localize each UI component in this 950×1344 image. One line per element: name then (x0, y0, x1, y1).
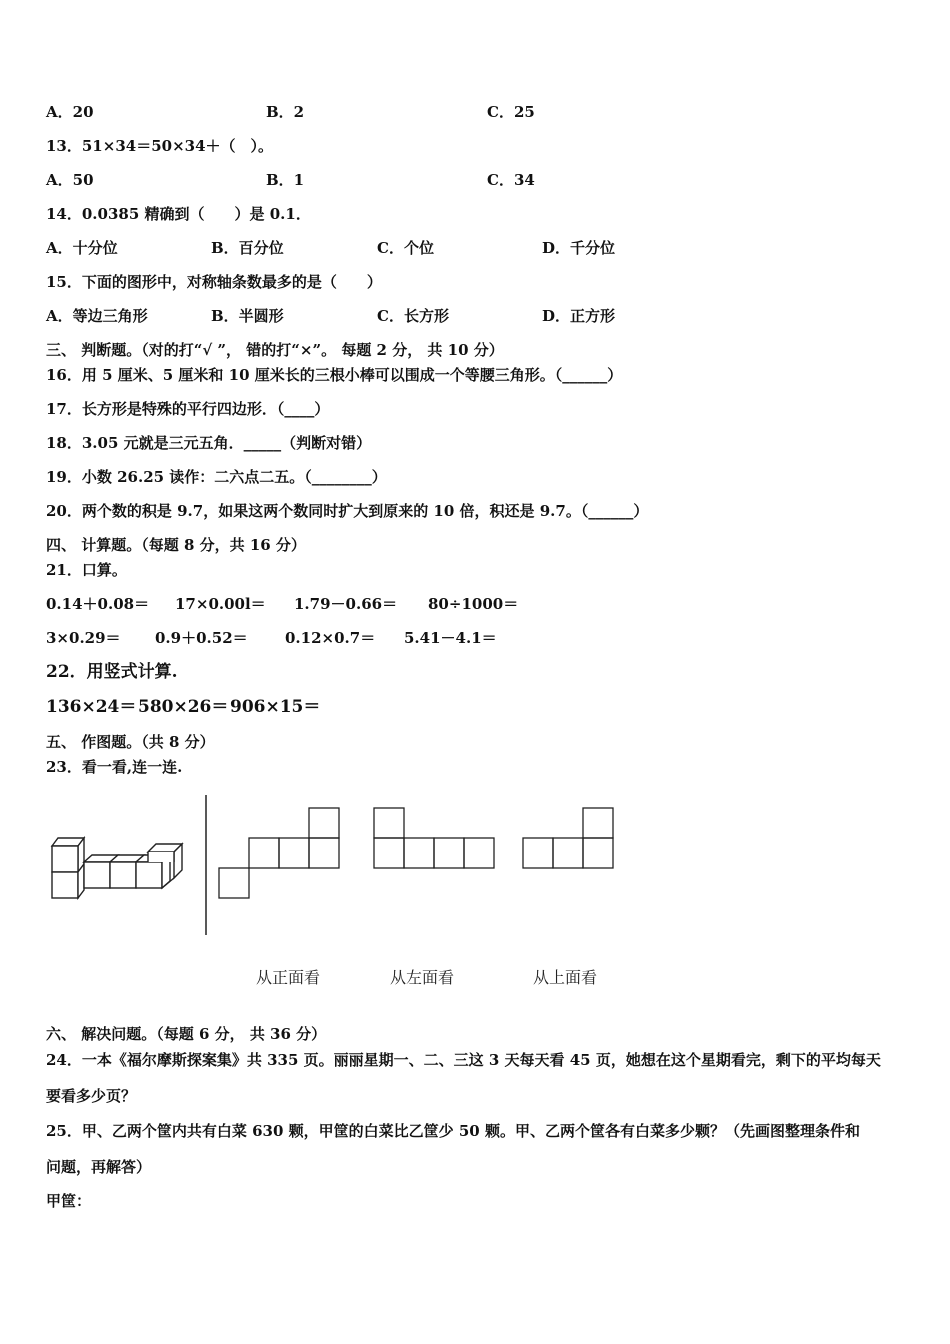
q21-item: 5.41－4.1＝ (404, 629, 497, 647)
q22-title: 22．用竖式计算. (46, 662, 178, 682)
q21-item: 80÷1000＝ (428, 595, 519, 613)
q12-option-a: A．20 (46, 103, 94, 121)
view-grid-3 (523, 808, 613, 868)
q14-option-b: B．百分位 (211, 239, 284, 257)
q17-text: 17．长方形是特殊的平行四边形．（____） (46, 400, 330, 418)
q25-line2: 问题，再解答） (46, 1158, 152, 1176)
q14-option-d: D．千分位 (542, 239, 616, 257)
q14-option-c: C．个位 (377, 239, 434, 257)
q21-item: 0.9＋0.52＝ (155, 629, 248, 647)
caption-left-view: 从左面看 (390, 968, 455, 987)
q21-item: 3×0.29＝ (46, 629, 121, 647)
q24-line2: 要看多少页？ (46, 1087, 137, 1105)
q22-item: 580×26＝ (138, 697, 229, 717)
caption-front-view: 从正面看 (256, 968, 321, 987)
q21-item: 17×0.00l＝ (175, 595, 266, 613)
caption-top-view: 从上面看 (533, 968, 598, 987)
q20-text: 20．两个数的积是 9.7，如果这两个数同时扩大到原来的 10 倍，积还是 9.7。（______） (46, 502, 649, 520)
q14-option-a: A．十分位 (46, 239, 118, 257)
q21-item: 0.14＋0.08＝ (46, 595, 150, 613)
q12-option-b: B．2 (266, 103, 305, 121)
cube-solid-drawing (52, 838, 182, 898)
q22-item: 906×15＝ (230, 697, 321, 717)
q21-item: 0.12×0.7＝ (285, 629, 376, 647)
q21-title: 21．口算。 (46, 561, 127, 579)
view-grid-1 (219, 808, 339, 898)
q13-text: 13．51×34＝50×34＋（ ）。 (46, 137, 274, 155)
q19-text: 19．小数 26.25 读作：二六点二五。（________） (46, 468, 387, 486)
q16-text: 16．用 5 厘米、5 厘米和 10 厘米长的三根小棒可以围成一个等腰三角形。（______） (46, 366, 623, 384)
section-6-heading: 六、 解决问题。（每题 6 分， 共 36 分） (46, 1025, 327, 1043)
q15-option-a: A．等边三角形 (46, 307, 148, 325)
section-4-heading: 四、 计算题。（每题 8 分，共 16 分） (46, 536, 306, 554)
q15-option-c: C．长方形 (377, 307, 449, 325)
q13-option-a: A．50 (46, 171, 94, 189)
q15-option-b: B．半圆形 (211, 307, 284, 325)
section-3-heading: 三、 判断题。（对的打“√ ”， 错的打“×”。 每题 2 分， 共 10 分） (46, 341, 504, 359)
q13-option-b: B．1 (266, 171, 305, 189)
q15-option-d: D．正方形 (542, 307, 616, 325)
q22-item: 136×24＝ (46, 697, 137, 717)
view-grid-2 (374, 808, 494, 868)
q15-text: 15．下面的图形中，对称轴条数最多的是（ ） (46, 273, 382, 291)
q14-text: 14．0.0385 精确到（ ）是 0.1． (46, 205, 311, 223)
q18-text: 18．3.05 元就是三元五角．_____（判断对错） (46, 434, 372, 452)
q25-line1: 25．甲、乙两个筐内共有白菜 630 颗，甲筐的白菜比乙筐少 50 颗。甲、乙两个筐各有白菜多少颗？（先画图整理条件和 (46, 1122, 860, 1140)
q23-title: 23．看一看,连一连. (46, 758, 183, 776)
q13-option-c: C．34 (487, 171, 535, 189)
section-5-heading: 五、 作图题。（共 8 分） (46, 733, 215, 751)
q21-item: 1.79－0.66＝ (294, 595, 398, 613)
q24-line1: 24．一本《福尔摩斯探案集》共 335 页。丽丽星期一、二、三这 3 天每天看 45 页，她想在这个星期看完，剩下的平均每天 (46, 1051, 881, 1069)
q12-option-c: C．25 (487, 103, 535, 121)
basket-jia-label: 甲筐： (46, 1192, 92, 1210)
